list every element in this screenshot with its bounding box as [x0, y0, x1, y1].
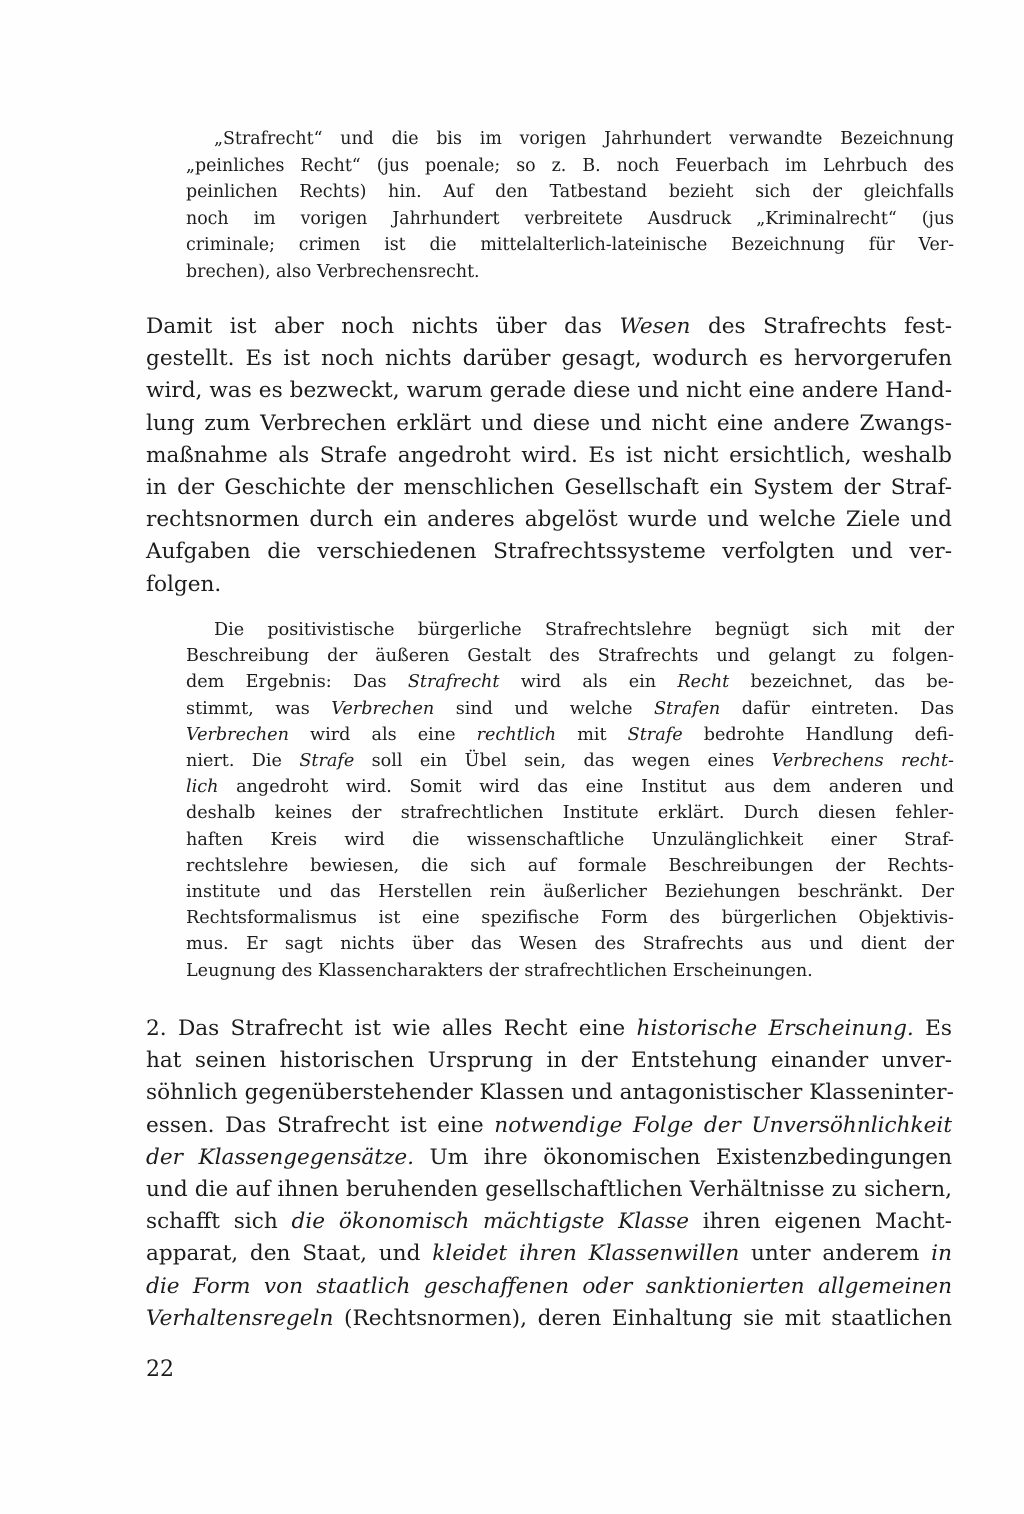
text-run: in der Geschichte der menschlichen Gesellschaft ein System der Straf- — [146, 475, 952, 501]
text-run: und die auf ihnen beruhenden gesellschaftlichen Verhältnisse zu sichern, — [146, 1177, 952, 1203]
text-line — [146, 440, 952, 472]
text-line — [146, 536, 952, 568]
text-line — [146, 1013, 952, 1045]
text-line — [186, 669, 954, 695]
text-line — [146, 1303, 952, 1335]
text-run: peinlichen Rechts) hin. Auf den Tatbestand bezieht sich der gleichfalls — [186, 182, 954, 203]
text-run: wird, was es bezweckt, warum gerade diese und nicht eine andere Hand- — [146, 378, 952, 404]
emphasis-text: Strafe — [299, 751, 355, 772]
text-run: Beschreibung der äußeren Gestalt des Strafrechts und gelangt zu folgen- — [186, 646, 954, 667]
text-line — [146, 1206, 952, 1238]
text-run: mit — [556, 724, 628, 745]
text-line — [146, 504, 952, 536]
text-run: deshalb keines der strafrechtlichen Institute erklärt. Durch diesen fehler- — [186, 803, 954, 824]
text-run: stimmt, was — [186, 698, 332, 719]
text-line — [186, 931, 954, 957]
text-line — [146, 311, 952, 343]
emphasis-text: Wesen — [619, 314, 691, 339]
text-line — [186, 126, 954, 153]
text-line — [146, 1271, 952, 1303]
text-run: Damit ist aber noch nichts über das — [146, 314, 620, 339]
emphasis-text: die Form von staatlich geschaffenen oder sanktionierten allgemeinen — [146, 1273, 952, 1299]
text-line — [186, 722, 954, 748]
text-line — [186, 774, 954, 800]
text-run: bedrohte Handlung defi- — [682, 724, 954, 745]
text-run: gestellt. Es ist noch nichts darüber gesagt, wodurch es hervorgerufen — [146, 346, 952, 372]
text-run: brechen), also Verbrechensrecht. — [186, 261, 480, 282]
emphasis-text: Recht — [677, 672, 730, 693]
text-line — [186, 696, 954, 722]
emphasis-text: Strafe — [627, 724, 683, 745]
emphasis-text: notwendige Folge der Unversöhnlichkeit — [494, 1112, 952, 1138]
text-line — [146, 1045, 952, 1077]
text-run: hat seinen historischen Ursprung in der Entstehung einander unver- — [146, 1048, 952, 1074]
text-run: mus. Er sagt nichts über das Wesen des Strafrechts aus und dient der — [186, 934, 954, 955]
emphasis-text: Verbrechen — [331, 698, 435, 719]
text-run: sind und welche — [434, 698, 654, 719]
text-line — [146, 343, 952, 375]
text-run: (Rechtsnormen), deren Einhaltung sie mit staatlichen — [333, 1305, 952, 1331]
text-line — [186, 617, 954, 643]
text-run: rechtslehre bewiesen, die sich auf formale Beschreibungen der Rechts- — [186, 855, 954, 876]
text-line — [146, 1142, 952, 1174]
text-run: niert. Die — [186, 751, 300, 772]
text-run: dem Ergebnis: Das — [186, 672, 408, 693]
text-run: maßnahme als Strafe angedroht wird. Es ist nicht ersichtlich, weshalb — [146, 442, 952, 468]
text-run: wird als eine — [288, 724, 477, 745]
text-line — [186, 853, 954, 879]
text-run: söhnlich gegenüberstehender Klassen und antagonistischer Klasseninter- — [146, 1080, 954, 1106]
body-paragraph-1 — [146, 311, 952, 601]
text-run: apparat, den Staat, und — [146, 1241, 433, 1267]
emphasis-text: Verhaltensregeln — [146, 1305, 334, 1331]
text-line — [146, 375, 952, 407]
text-run: soll ein Übel sein, das wegen eines — [354, 751, 772, 772]
text-run: Es — [913, 1016, 952, 1041]
text-run: „Strafrecht“ und die bis im vorigen Jahrhundert verwandte Bezeichnung — [214, 129, 954, 149]
text-run: ihren eigenen Macht- — [688, 1209, 952, 1235]
text-run: institute und das Herstellen rein äußerlicher Beziehungen beschränkt. Der — [186, 882, 954, 903]
page-number: 22 — [146, 1357, 174, 1382]
text-run: des Strafrechts fest- — [690, 314, 953, 339]
text-line — [146, 472, 952, 504]
text-run: unter anderem — [739, 1241, 932, 1267]
text-run: „peinliches Recht“ (jus poenale; so z. B. noch Feuerbach im Lehrbuch des — [186, 155, 954, 176]
text-run: lung zum Verbrechen erklärt und diese und nicht eine andere Zwangs- — [146, 410, 952, 436]
emphasis-text: Strafen — [653, 698, 721, 719]
text-line — [186, 800, 954, 826]
emphasis-text: Strafrecht — [407, 672, 500, 693]
text-run: Aufgaben die verschiedenen Strafrechtssysteme verfolgten und ver- — [146, 539, 952, 565]
text-run: bezeichnet, das be- — [729, 672, 954, 693]
emphasis-text: kleidet ihren Klassenwillen — [432, 1241, 740, 1267]
text-run: schafft sich — [146, 1209, 292, 1235]
text-run: essen. Das Strafrecht ist eine — [146, 1112, 495, 1138]
text-line — [146, 1238, 952, 1270]
text-run: Um ihre ökonomischen Existenzbedingungen — [414, 1144, 952, 1170]
text-line — [146, 1077, 952, 1109]
text-line — [186, 958, 954, 984]
text-run: criminale; crimen ist die mittelalterlich-lateinische Bezeichnung für Ver- — [186, 235, 954, 256]
text-line — [146, 408, 952, 440]
text-run: dafür eintreten. Das — [720, 698, 954, 719]
text-line — [186, 153, 954, 180]
text-run: wird als ein — [499, 672, 678, 693]
text-run: haften Kreis wird die wissenschaftliche Unzulänglichkeit einer Straf- — [186, 829, 954, 850]
emphasis-text: Verbrechen — [186, 724, 289, 745]
text-line — [146, 569, 952, 601]
text-line — [146, 1174, 952, 1206]
text-line — [186, 643, 954, 669]
text-line — [146, 1110, 952, 1142]
text-line — [186, 179, 954, 206]
text-line — [186, 879, 954, 905]
text-run: 2. Das Strafrecht ist wie alles Recht eine — [146, 1016, 637, 1041]
text-line — [186, 206, 954, 233]
text-line — [186, 232, 954, 259]
emphasis-text: der Klassengegensätze. — [146, 1144, 414, 1170]
text-run: Die positivistische bürgerliche Strafrechtslehre begnügt sich mit der — [214, 620, 954, 640]
text-run: Leugnung des Klassencharakters der strafrechtlichen Erscheinungen. — [186, 960, 813, 981]
emphasis-text: Verbrechens recht- — [771, 751, 954, 772]
text-run: Rechtsformalismus ist eine spezifische Form des bürgerlichen Objektivis- — [186, 908, 954, 929]
footnote-paragraph-2 — [186, 617, 954, 984]
text-run: rechtsnormen durch ein anderes abgelöst wurde und welche Ziele und — [146, 507, 952, 533]
footnote-paragraph-1 — [186, 126, 954, 286]
body-paragraph-2 — [146, 1013, 952, 1335]
emphasis-text: die ökonomisch mächtigste Klasse — [291, 1209, 689, 1235]
text-line — [186, 259, 954, 286]
emphasis-text: lich — [186, 777, 219, 798]
text-line — [186, 748, 954, 774]
emphasis-text: rechtlich — [476, 724, 557, 745]
emphasis-text: in — [931, 1241, 952, 1267]
text-run: folgen. — [146, 571, 222, 597]
emphasis-text: historische Erscheinung. — [636, 1016, 914, 1041]
text-line — [186, 827, 954, 853]
text-line — [186, 905, 954, 931]
text-run: angedroht wird. Somit wird das eine Institut aus dem anderen und — [218, 777, 954, 798]
text-run: noch im vorigen Jahrhundert verbreitete Ausdruck „Kriminalrecht“ (jus — [186, 208, 954, 229]
